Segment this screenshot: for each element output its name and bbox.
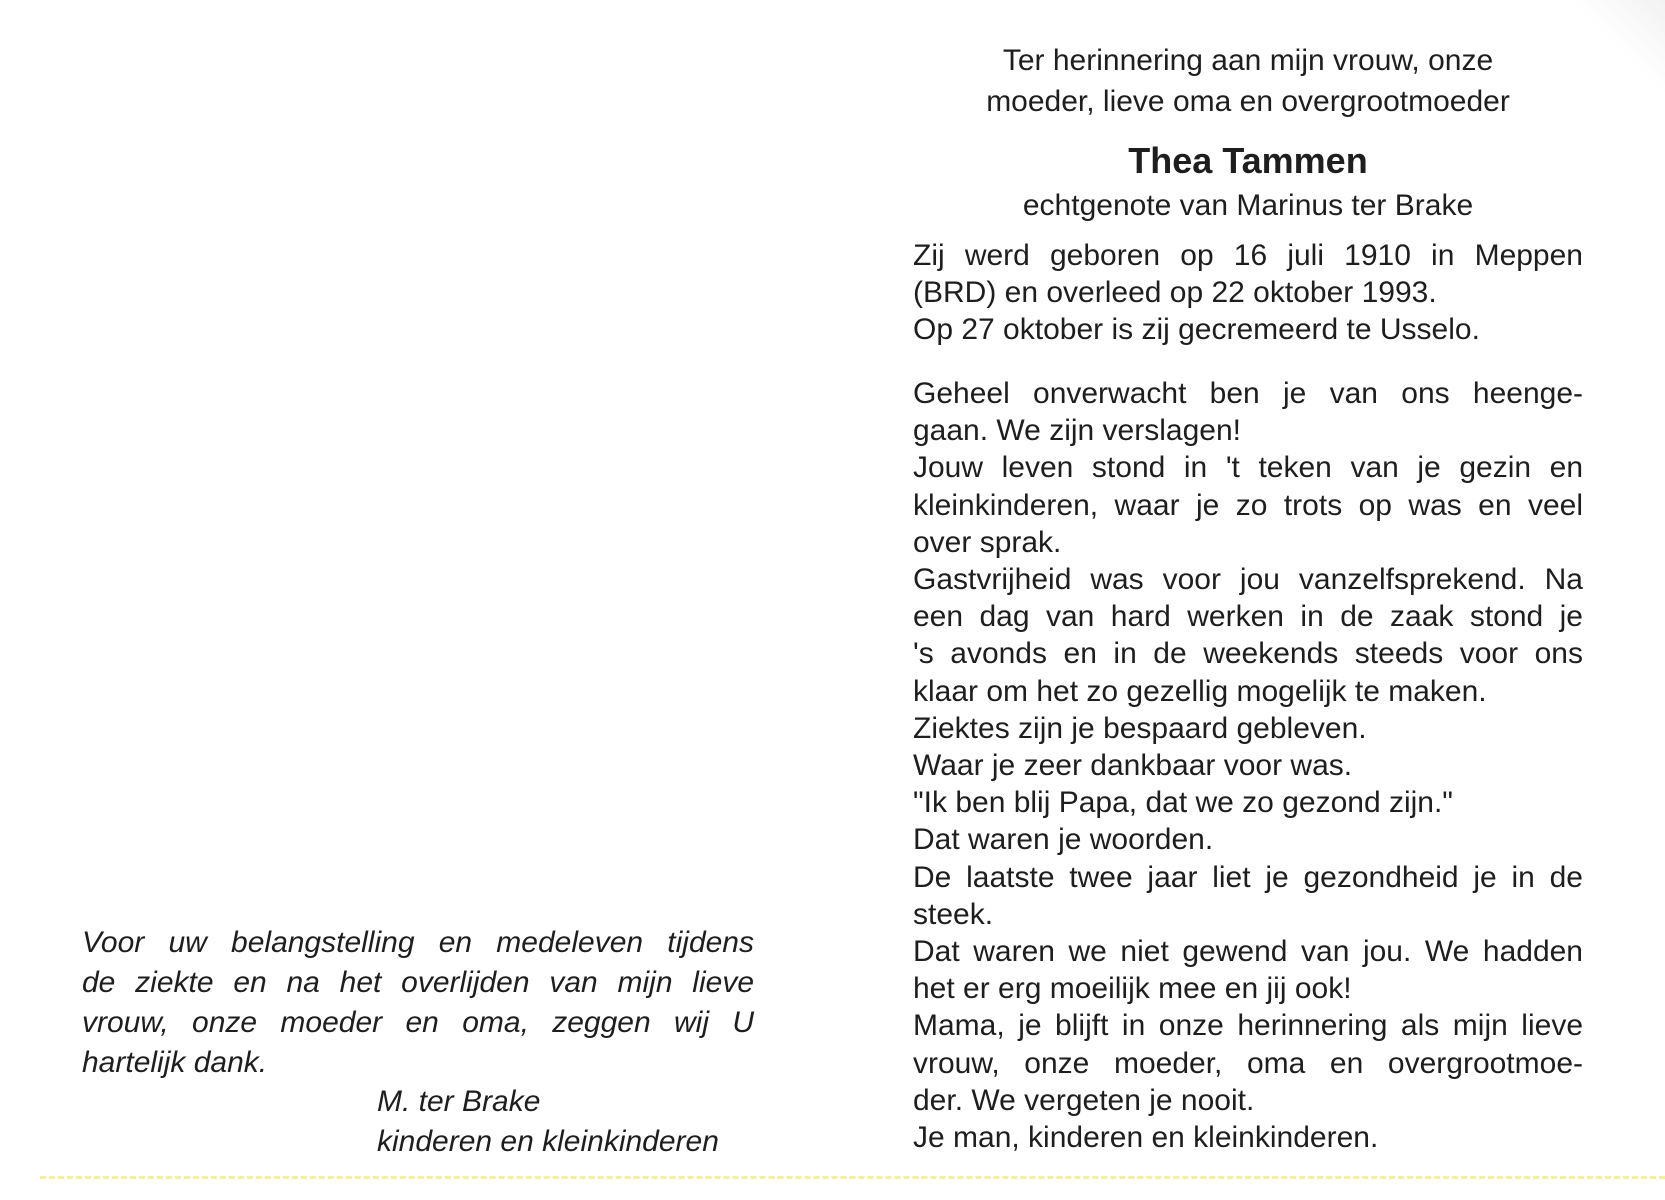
text-line: Voor uw belangstelling en medeleven tijdens (82, 926, 754, 959)
text-line: 's avonds en in de weekends steeds voor ons (913, 637, 1583, 671)
text-line: vrouw, onze moeder, oma en overgrootmoe- (913, 1046, 1583, 1080)
text-line: De laatste twee jaar liet je gezondheid je in de (913, 860, 1583, 894)
text-line: over sprak. (913, 525, 1062, 559)
text-line: der. We vergeten je nooit. (913, 1083, 1255, 1117)
text-line: (BRD) en overleed op 22 oktober 1993. (913, 276, 1437, 309)
text-line: Zij werd geboren op 16 juli 1910 in Meppen (913, 239, 1583, 272)
text-line: Gastvrijheid was voor jou vanzelfsprekend. Na (913, 563, 1583, 596)
text-line: hartelijk dank. (82, 1046, 268, 1079)
signature-family: kinderen en kleinkinderen (377, 1125, 719, 1158)
text-line: Jouw leven stond in 't teken van je gezin en (913, 451, 1583, 485)
text-line: Waar je zeer dankbaar voor was. (913, 749, 1353, 782)
text-line: het er erg moeilijk mee en jij ook! (913, 972, 1352, 1006)
text-line: Op 27 oktober is zij gecremeerd te Usselo. (913, 313, 1480, 346)
text-line: de ziekte en na het overlijden van mijn lieve (82, 966, 754, 999)
text-line: "Ik ben blij Papa, dat we zo gezond zijn." (913, 786, 1453, 820)
text-line: vrouw, onze moeder en oma, zeggen wij U (82, 1006, 754, 1039)
fold-line (40, 1176, 1665, 1179)
text-line: Ziektes zijn je bespaard gebleven. (913, 711, 1367, 745)
text-line: Dat waren we niet gewend van jou. We hadden (913, 935, 1583, 968)
intro-line: Ter herinnering aan mijn vrouw, onze (1002, 44, 1494, 77)
text-line: kleinkinderen, waar je zo trots op was en veel (913, 488, 1583, 522)
intro-line: moeder, lieve oma en overgrootmoeder (986, 85, 1510, 118)
text-line: Dat waren je woorden. (913, 823, 1214, 857)
text-line: gaan. We zijn verslagen! (913, 414, 1241, 448)
deceased-name: Thea Tammen (1128, 140, 1368, 181)
text-line: steek. (913, 897, 994, 931)
text-line: Mama, je blijft in onze herinnering als mijn lieve (913, 1009, 1583, 1043)
text-line: een dag van hard werken in de zaak stond je (913, 600, 1583, 634)
text-line: klaar om het zo gezellig mogelijk te maken. (913, 674, 1487, 708)
spouse-subtitle: echtgenote van Marinus ter Brake (1022, 189, 1474, 222)
signature-name: M. ter Brake (377, 1085, 541, 1118)
text-line: Je man, kinderen en kleinkinderen. (913, 1121, 1379, 1154)
text-line: Geheel onverwacht ben je van ons heenge- (913, 377, 1583, 410)
